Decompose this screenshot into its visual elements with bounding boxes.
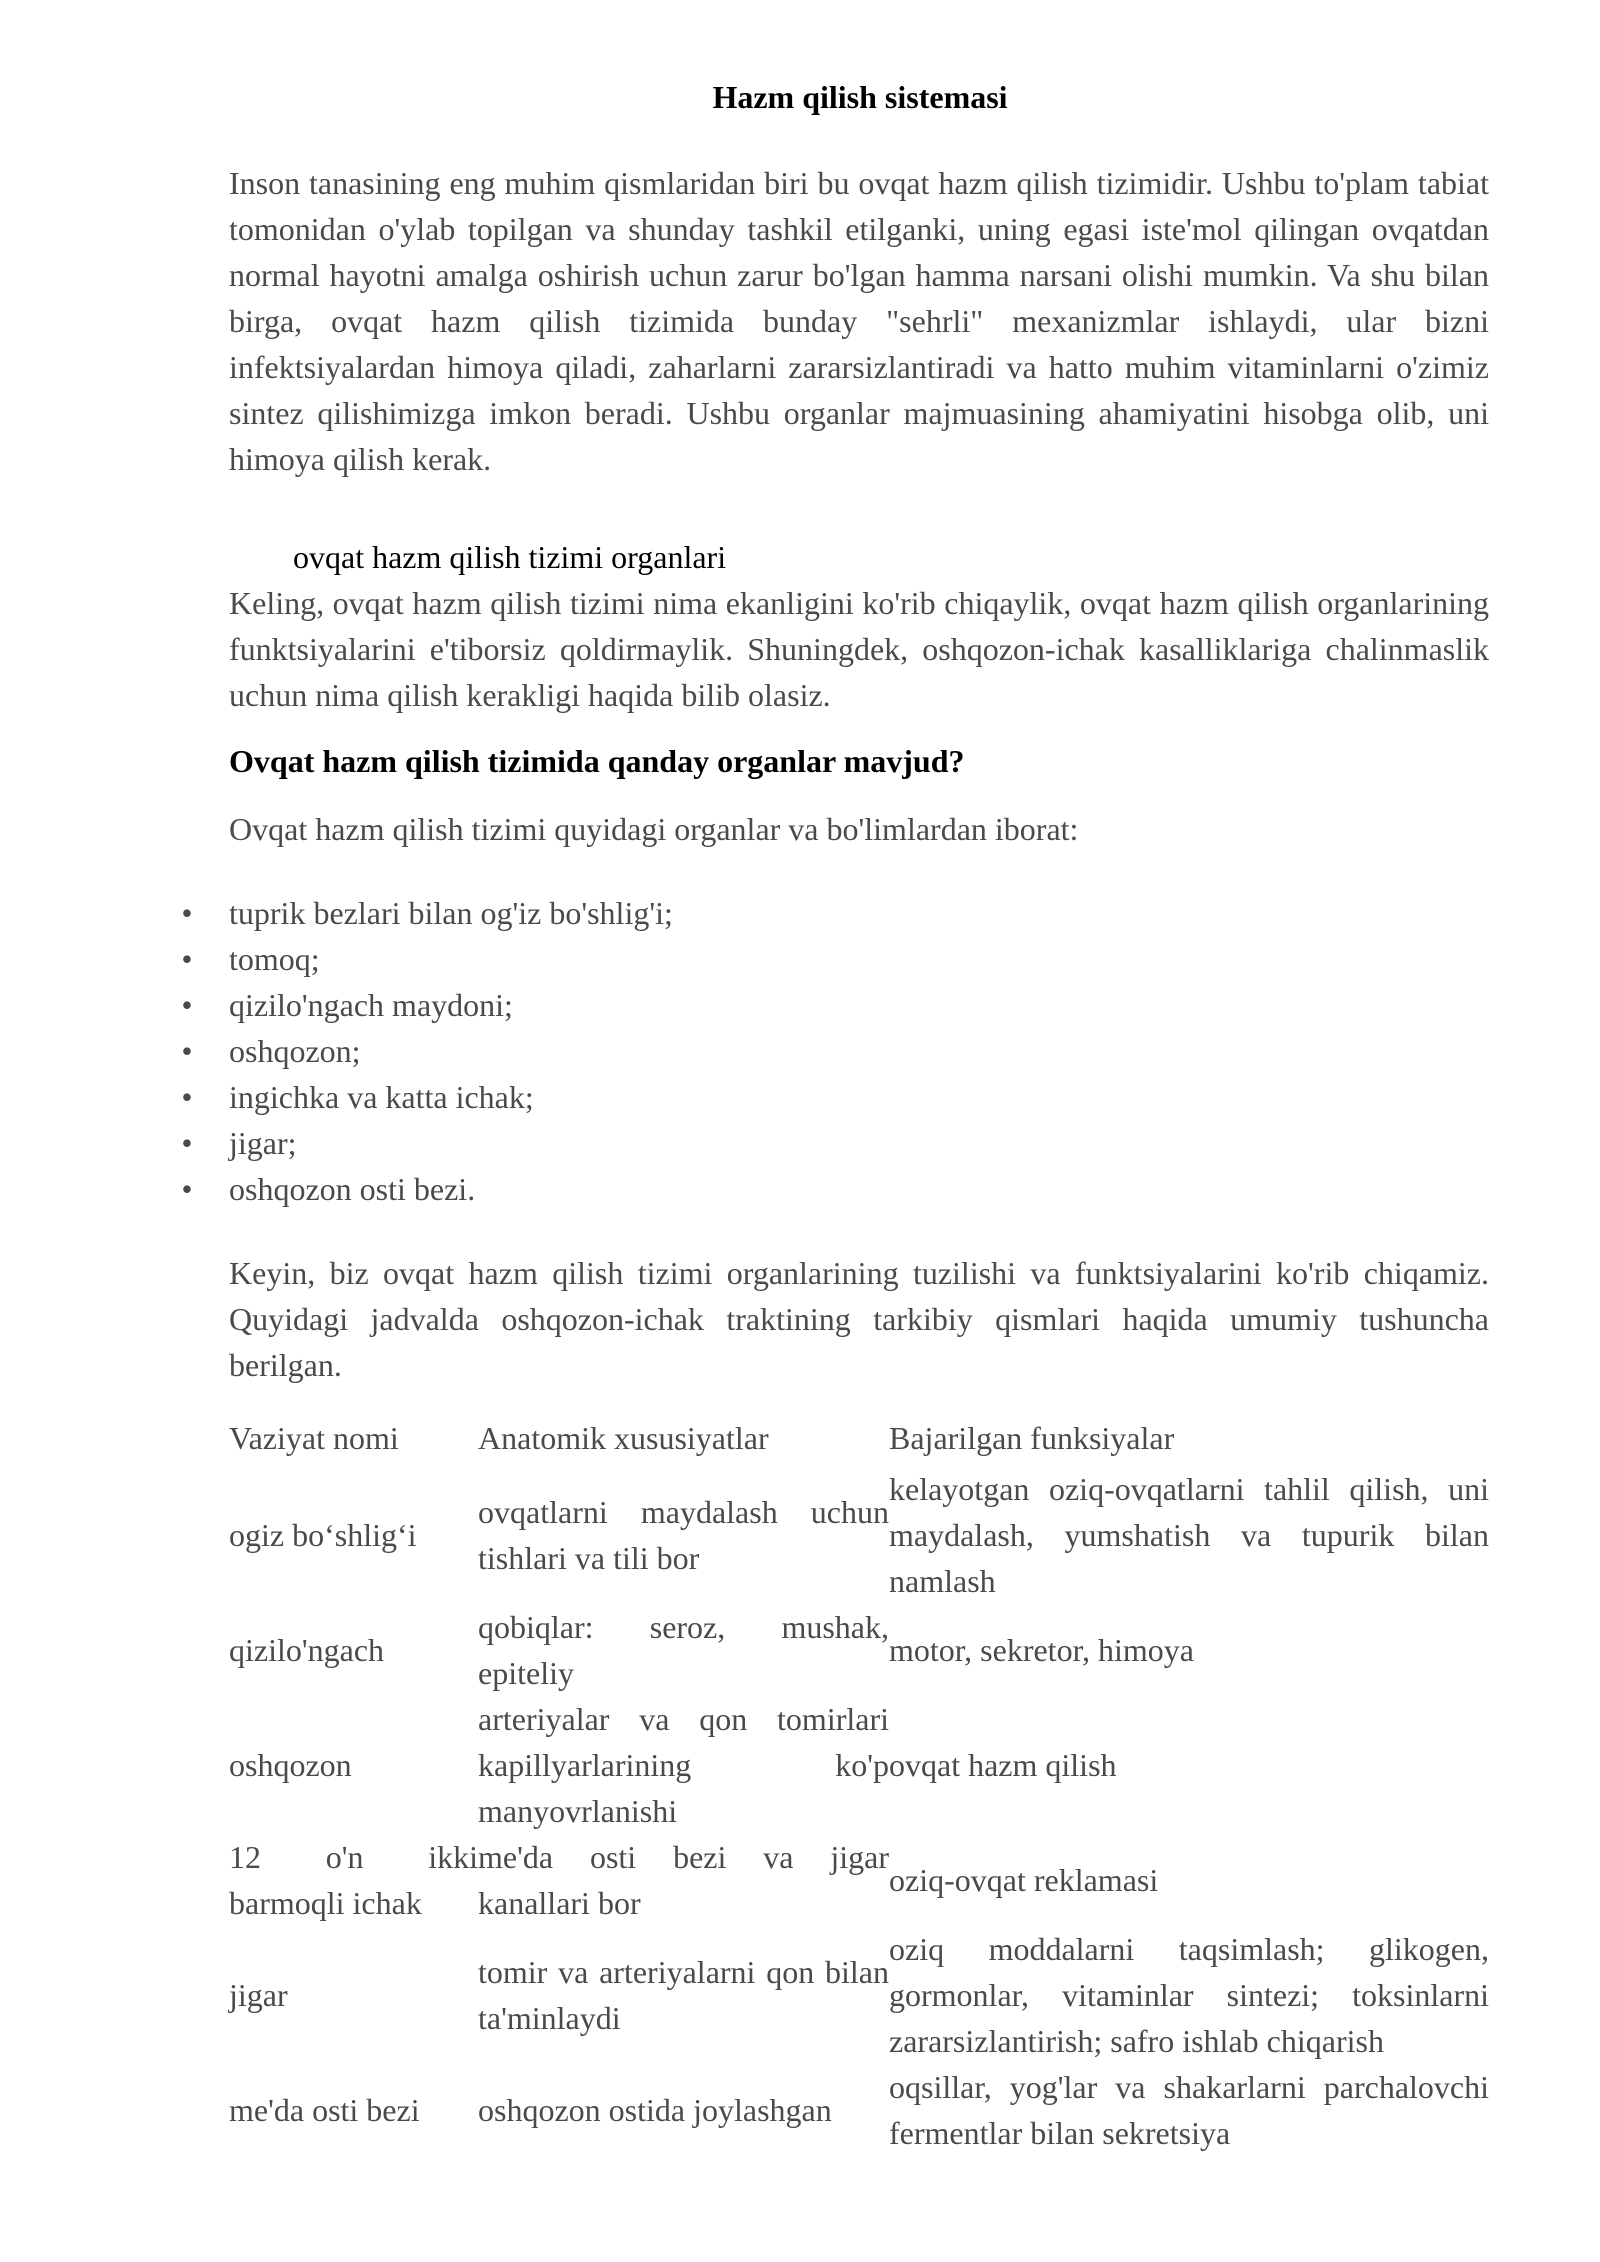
table-cell-organ: ogiz bo‘shlig‘i xyxy=(229,1517,417,1553)
table-cell-organ: 12 o'n ikki barmoqli ichak xyxy=(229,1839,478,1921)
bullet-icon: • xyxy=(181,987,193,1023)
table-row xyxy=(229,2064,1489,2156)
column-header: Bajarilgan funksiyalar xyxy=(889,1420,1175,1456)
table-intro-paragraph: Keyin, biz ovqat hazm qilish tizimi organlarining tuzilishi va funktsiyalarini ko'rib chiqamiz. Quyidagi jadvalda oshqozon-ichak traktining tarkibiy qismlari haqida umumiy tushuncha berilgan. xyxy=(229,1255,1489,1383)
bullet-icon: • xyxy=(181,1079,193,1115)
column-header: Anatomik xususiyatlar xyxy=(478,1420,769,1456)
list-item-text: tomoq; xyxy=(229,941,320,977)
section-paragraph: Keling, ovqat hazm qilish tizimi nima ekanligini ko'rib chiqaylik, ovqat hazm qilish organlarining funktsiyalarini e'tiborsiz qoldirmaylik. Shuningdek, oshqozon-ichak kasalliklariga chalinmaslik uchun nima qilish kerakligi haqida bilib olasiz. xyxy=(229,585,1489,713)
organs-heading: Ovqat hazm qilish tizimida qanday organlar mavjud? xyxy=(229,743,965,779)
table-cell-function: oziq-ovqat reklamasi xyxy=(889,1862,1159,1898)
bullet-icon: • xyxy=(181,1033,193,1069)
list-item-text: ingichka va katta ichak; xyxy=(229,1079,534,1115)
organs-table xyxy=(229,1410,1489,2156)
bullet-icon: • xyxy=(181,1125,193,1161)
table-cell-anatomy: tomir va arteriyalarni qon bilan ta'minlaydi xyxy=(478,1954,889,2036)
table-cell-function: oziq moddalarni taqsimlash; glikogen, gormonlar, vitaminlar sintezi; toksinlarni zararsizlantirish; safro ishlab chiqarish xyxy=(889,1931,1489,2059)
column-header: Vaziyat nomi xyxy=(229,1420,399,1456)
list-item-text: oshqozon osti bezi. xyxy=(229,1171,476,1207)
table-cell-organ: me'da osti bezi xyxy=(229,2092,420,2128)
list-item xyxy=(181,1166,673,1212)
section-subheading: ovqat hazm qilish tizimi organlari xyxy=(293,539,727,575)
table-row xyxy=(229,1926,1489,2064)
table-row xyxy=(229,1466,1489,1604)
bullet-icon: • xyxy=(181,895,193,931)
bullet-icon: • xyxy=(181,1171,193,1207)
list-item xyxy=(181,1120,673,1166)
list-item xyxy=(181,890,673,936)
intro-paragraph: Inson tanasining eng muhim qismlaridan biri bu ovqat hazm qilish tizimidir. Ushbu to'plam tabiat tomonidan o'ylab topilgan va shunday tashkil etilganki, uning egasi iste'mol qilingan ovqatdan normal hayotni amalga oshirish uchun zarur bo'lgan hamma narsani olishi mumkin. Va shu bilan birga, ovqat hazm qilish tizimida bunday "sehrli" mexanizmlar ishlaydi, ular bizni infektsiyalardan himoya qiladi, zaharlarni zararsizlantiradi va hatto muhim vitaminlarni o'zimiz sintez qilishimizga imkon beradi. Ushbu organlar majmuasining ahamiyatini hisobga olib, uni himoya qilish kerak. xyxy=(229,165,1489,477)
table-cell-anatomy: ovqatlarni maydalash uchun tishlari va tili bor xyxy=(478,1494,889,1576)
list-item xyxy=(181,1074,673,1120)
table-cell-function: motor, sekretor, himoya xyxy=(889,1632,1194,1668)
table-cell-organ: qizilo'ngach xyxy=(229,1632,385,1668)
table-cell-function: kelayotgan oziq-ovqatlarni tahlil qilish, uni maydalash, yumshatish va tupurik bilan namlash xyxy=(889,1471,1489,1599)
list-item-text: qizilo'ngach maydoni; xyxy=(229,987,513,1023)
table-cell-anatomy: arteriyalar va qon tomirlari kapillyarlarining ko'p manyovrlanishi xyxy=(478,1701,889,1829)
list-item-text: jigar; xyxy=(229,1125,297,1161)
organs-intro: Ovqat hazm qilish tizimi quyidagi organlar va bo'limlardan iborat: xyxy=(229,811,1079,847)
organs-list xyxy=(181,890,673,1212)
table-row xyxy=(229,1604,1489,1696)
table-cell-function: ovqat hazm qilish xyxy=(889,1747,1117,1783)
list-item xyxy=(181,1028,673,1074)
table-cell-anatomy: me'da osti bezi va jigar kanallari bor xyxy=(478,1839,889,1921)
document-title: Hazm qilish sistemasi xyxy=(712,79,1008,115)
table-header-row xyxy=(229,1410,1489,1466)
list-item xyxy=(181,982,673,1028)
table-cell-organ: oshqozon xyxy=(229,1747,352,1783)
bullet-icon: • xyxy=(181,941,193,977)
table-cell-function: oqsillar, yog'lar va shakarlarni parchalovchi fermentlar bilan sekretsiya xyxy=(889,2069,1489,2151)
list-item xyxy=(181,936,673,982)
table-cell-anatomy: oshqozon ostida joylashgan xyxy=(478,2092,832,2128)
table-row xyxy=(229,1696,1489,1834)
table-cell-anatomy: qobiqlar: seroz, mushak, epiteliy xyxy=(478,1609,889,1691)
table-row xyxy=(229,1834,1489,1926)
list-item-text: oshqozon; xyxy=(229,1033,361,1069)
list-item-text: tuprik bezlari bilan og'iz bo'shlig'i; xyxy=(229,895,673,931)
table-cell-organ: jigar xyxy=(229,1977,288,2013)
